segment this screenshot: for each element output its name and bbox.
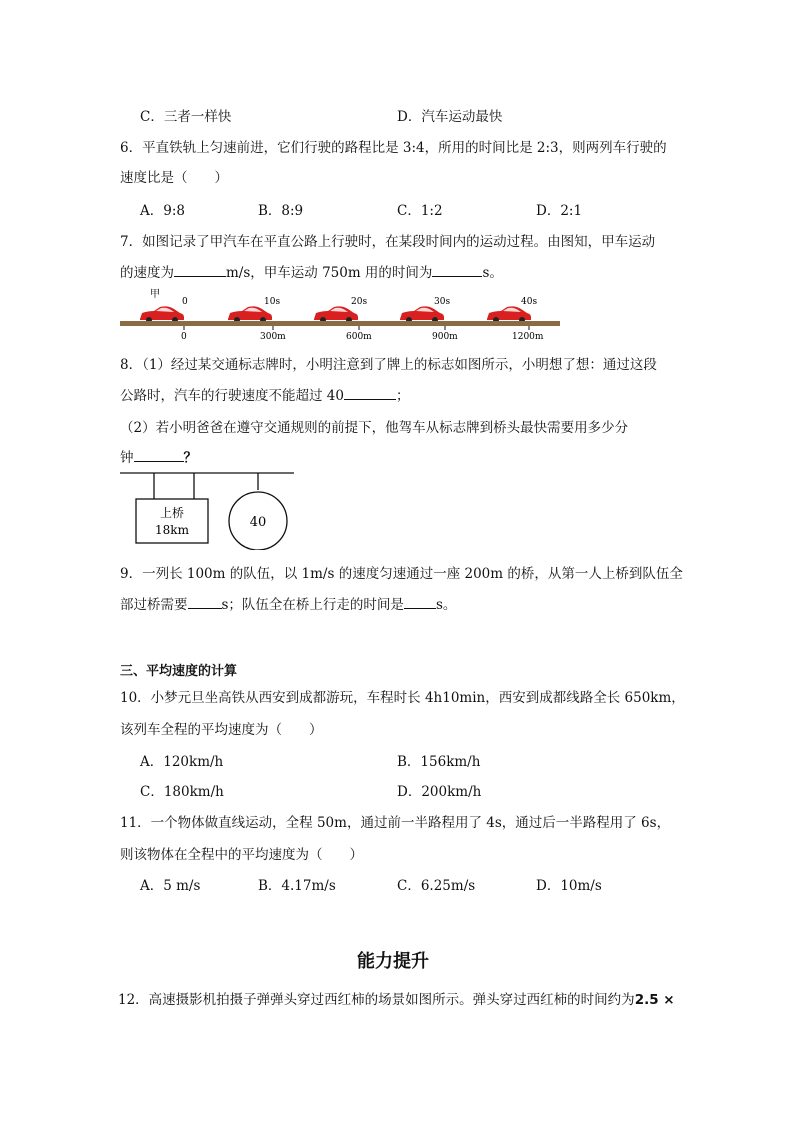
section-3-title: 三、平均速度的计算 [120, 664, 238, 679]
q10-option-b: B．156km/h [397, 754, 481, 770]
q8-minutes-blank[interactable] [134, 447, 184, 462]
q6-option-a: A．9:8 [140, 203, 185, 219]
q11-option-b: B．4.17m/s [258, 878, 336, 894]
q10-stem-line1: 10．小梦元旦坐高铁从西安到成都游玩，车程时长 4h10min，西安到成都线路全长 650km， [120, 690, 685, 706]
q7-stem-line1: 7．如图记录了甲汽车在平直公路上行驶时，在某段时间内的运动过程。由图知，甲车运动 [120, 234, 656, 250]
q9-stem-line2 [120, 593, 456, 613]
q6-option-c: C．1:2 [397, 203, 443, 219]
q8-stem-line4 [120, 446, 197, 466]
q8-stem-line1: 8．（1）经过某交通标志牌时，小明注意到了牌上的标志如图所示，小明想了想：通过这段 [120, 357, 657, 373]
q10-option-a: A．120km/h [140, 754, 224, 770]
q8-text-d: ？ [183, 450, 197, 466]
distance-label-900m: 900m [432, 332, 458, 342]
q7-text-a: 的速度为 [120, 265, 174, 281]
q12-text: 12．高速摄影机拍摄子弹弹头穿过西红柿的场景如图所示。弹头穿过西红柿的时间约为 [118, 992, 635, 1008]
car-icon-30s [400, 306, 444, 323]
time-label-20s: 20s [351, 297, 368, 307]
car-icon-20s [314, 306, 358, 323]
q10-stem-line2: 该列车全程的平均速度为（ ） [120, 722, 323, 738]
speed-limit-value: 40 [249, 515, 267, 530]
q5-option-c: C．三者一样快 [140, 109, 232, 125]
q7-stem-line2 [120, 261, 503, 281]
q6-option-b: B．8:9 [258, 203, 304, 219]
q8-text-a: 公路时，汽车的行驶速度不能超过 40 [120, 388, 344, 404]
q9-text-a: 部过桥需要 [120, 597, 188, 613]
distance-label-1200m: 1200m [512, 332, 544, 342]
q12-value: 2.5 × [634, 992, 675, 1008]
q6-option-d: D．2:1 [536, 203, 583, 219]
time-label-0: 0 [182, 297, 188, 307]
q7-text-b: m/s，甲车运动 750m 用的时间为 [226, 265, 433, 281]
q8-text-c: 钟 [120, 450, 134, 466]
q10-option-d: D．200km/h [397, 784, 482, 800]
q5-option-d: D．汽车运动最快 [397, 109, 503, 125]
q10-option-c: C．180km/h [140, 784, 224, 800]
car-label-jia: 甲 [150, 289, 160, 300]
q8-text-b: ； [395, 388, 410, 404]
ability-section-title: 能力提升 [357, 951, 429, 972]
q9-text-c: s。 [435, 597, 457, 613]
distance-label-300m: 300m [260, 332, 286, 342]
q7-text-c: s。 [482, 265, 503, 281]
time-label-40s: 40s [521, 297, 538, 307]
q12-stem-line1 [118, 988, 675, 1008]
bridge-sign-label: 上桥 [159, 506, 185, 520]
q7-speed-blank[interactable] [174, 262, 226, 277]
car-icon-10s [228, 306, 272, 323]
time-label-10s: 10s [264, 297, 281, 307]
q11-option-d: D．10m/s [536, 878, 602, 894]
q8-stem-line2 [120, 384, 409, 404]
car-icon-40s [487, 306, 531, 323]
q9-stem-line1: 9．一列长 100m 的队伍，以 1m/s 的速度匀速通过一座 200m 的桥，从第一人上桥到队伍全 [120, 566, 683, 582]
q7-car-motion-figure [118, 284, 563, 342]
time-label-30s: 30s [434, 297, 451, 307]
q9-text-b: s；队伍全在桥上行走的时间是 [221, 597, 404, 613]
distance-label-600m: 600m [346, 332, 372, 342]
q11-stem-line1: 11．一个物体做直线运动，全程 50m，通过前一半路程用了 4s，通过后一半路程用了 6s， [120, 815, 671, 831]
q8-stem-line3: （2）若小明爸爸在遵守交通规则的前提下，他驾车从标志牌到桥头最快需要用多少分 [120, 420, 629, 436]
q9-total-time-blank[interactable] [188, 594, 222, 609]
distance-label-0: 0 [181, 332, 187, 342]
car-icon-0 [140, 306, 184, 323]
bridge-sign-distance: 18km [155, 523, 189, 537]
q8-unit-blank[interactable] [344, 385, 396, 400]
q11-option-c: C．6.25m/s [397, 878, 476, 894]
q6-stem-line2: 速度比是（ ） [120, 170, 228, 186]
q11-option-a: A．5 m/s [140, 878, 201, 894]
q9-on-bridge-time-blank[interactable] [404, 594, 436, 609]
q8-traffic-sign-figure [118, 468, 298, 550]
q7-time-blank[interactable] [432, 262, 482, 277]
road-strip [120, 321, 560, 326]
q11-stem-line2: 则该物体在全程中的平均速度为（ ） [120, 847, 363, 863]
q6-stem-line1: 6．平直铁轨上匀速前进，它们行驶的路程比是 3:4，所用的时间比是 2:3，则两列车行驶的 [120, 140, 667, 156]
